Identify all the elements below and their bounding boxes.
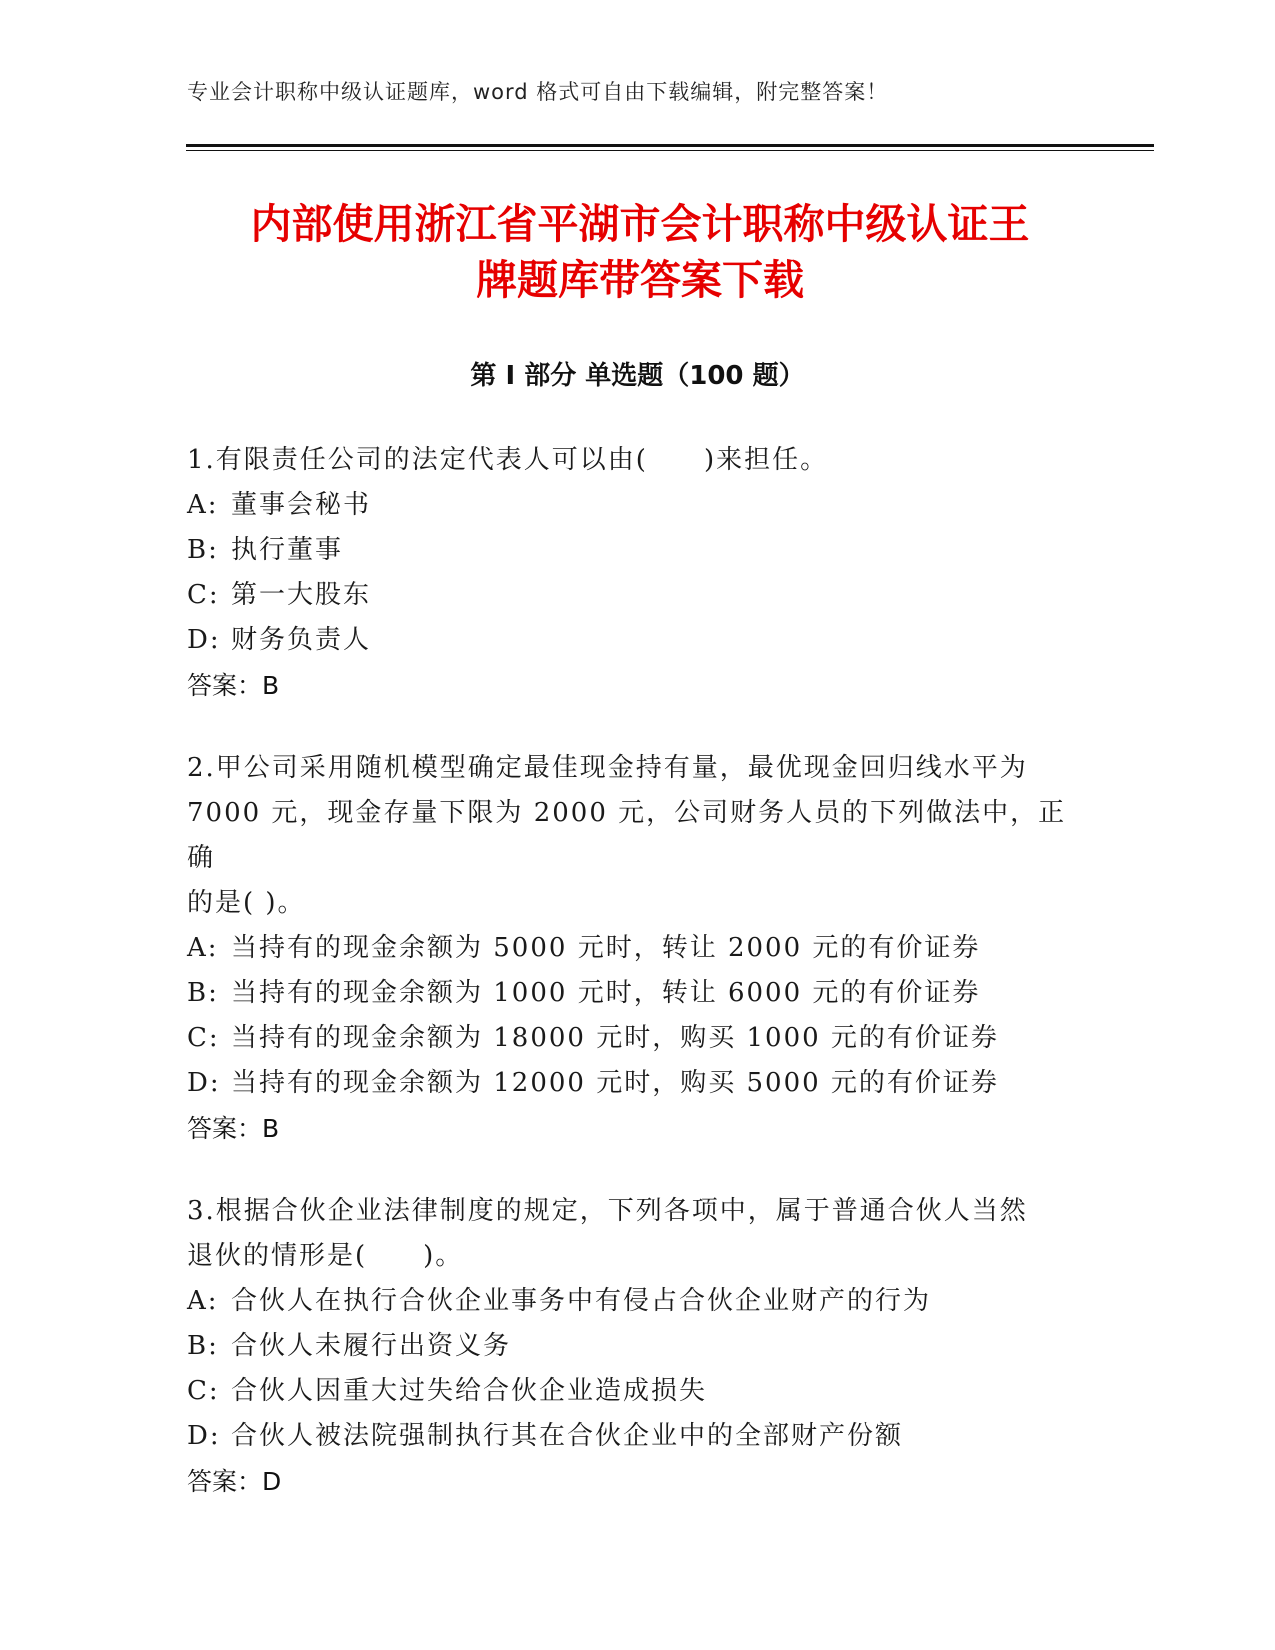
option-d	[187, 618, 1087, 663]
answer: 答案：D	[187, 1467, 282, 1496]
option-text: 董事会秘书	[231, 490, 372, 520]
option-c	[187, 1016, 1087, 1061]
option-letter: B:	[187, 978, 219, 1008]
header-note: 专业会计职称中级认证题库，word 格式可自由下载编辑，附完整答案！	[187, 80, 889, 104]
question-1	[187, 438, 1087, 708]
question-stem-line: 退伙的情形是( )。	[187, 1241, 464, 1271]
option-letter: D:	[187, 625, 221, 655]
option-text: 当持有的现金余额为 5000 元时，转让 2000 元的有价证券	[231, 933, 981, 963]
document-title-line-1: 内部使用浙江省平湖市会计职称中级认证王	[250, 200, 1030, 248]
option-b	[187, 971, 1087, 1016]
option-a	[187, 926, 1087, 971]
option-text: 合伙人在执行合伙企业事务中有侵占合伙企业财产的行为	[231, 1286, 932, 1316]
option-text: 合伙人未履行出资义务	[231, 1331, 512, 1361]
option-letter: A:	[187, 490, 219, 520]
document-title	[180, 196, 1100, 308]
answer: 答案：B	[187, 671, 280, 700]
question-list	[187, 438, 1087, 1542]
header-rule-thin	[186, 150, 1154, 151]
option-a	[187, 1279, 1087, 1324]
question-stem-line: 2.甲公司采用随机模型确定最佳现金持有量，最优现金回归线水平为	[187, 753, 1028, 783]
option-c	[187, 1369, 1087, 1414]
option-text: 当持有的现金余额为 12000 元时，购买 5000 元的有价证券	[231, 1068, 999, 1098]
option-b	[187, 1324, 1087, 1369]
option-text: 合伙人因重大过失给合伙企业造成损失	[231, 1376, 708, 1406]
option-letter: C:	[187, 580, 220, 610]
option-text: 执行董事	[231, 535, 344, 565]
option-letter: A:	[187, 933, 219, 963]
question-2	[187, 746, 1087, 1151]
option-d	[187, 1061, 1087, 1106]
option-letter: B:	[187, 1331, 219, 1361]
question-stem-line: 3.根据合伙企业法律制度的规定，下列各项中，属于普通合伙人当然	[187, 1196, 1028, 1226]
option-letter: C:	[187, 1376, 220, 1406]
option-text: 当持有的现金余额为 18000 元时，购买 1000 元的有价证券	[231, 1023, 999, 1053]
option-a	[187, 483, 1087, 528]
option-letter: A:	[187, 1286, 219, 1316]
document-title-line-2: 牌题库带答案下载	[476, 256, 804, 304]
option-b	[187, 528, 1087, 573]
option-text: 合伙人被法院强制执行其在合伙企业中的全部财产份额	[231, 1421, 904, 1451]
option-text: 当持有的现金余额为 1000 元时，转让 6000 元的有价证券	[231, 978, 981, 1008]
question-stem-line: 1.有限责任公司的法定代表人可以由( )来担任。	[187, 445, 829, 475]
header-rule-thick	[186, 144, 1154, 147]
question-3	[187, 1189, 1087, 1504]
option-letter: D:	[187, 1068, 221, 1098]
question-stem-line: 7000 元，现金存量下限为 2000 元，公司财务人员的下列做法中，正确	[187, 798, 1067, 873]
option-letter: B:	[187, 535, 219, 565]
option-letter: C:	[187, 1023, 220, 1053]
option-letter: D:	[187, 1421, 221, 1451]
option-text: 财务负责人	[231, 625, 372, 655]
option-d	[187, 1414, 1087, 1459]
option-text: 第一大股东	[231, 580, 372, 610]
question-stem-line: 的是( )。	[187, 888, 306, 918]
option-c	[187, 573, 1087, 618]
section-title: 第 I 部分 单选题（100 题）	[470, 361, 805, 391]
answer: 答案：B	[187, 1114, 280, 1143]
